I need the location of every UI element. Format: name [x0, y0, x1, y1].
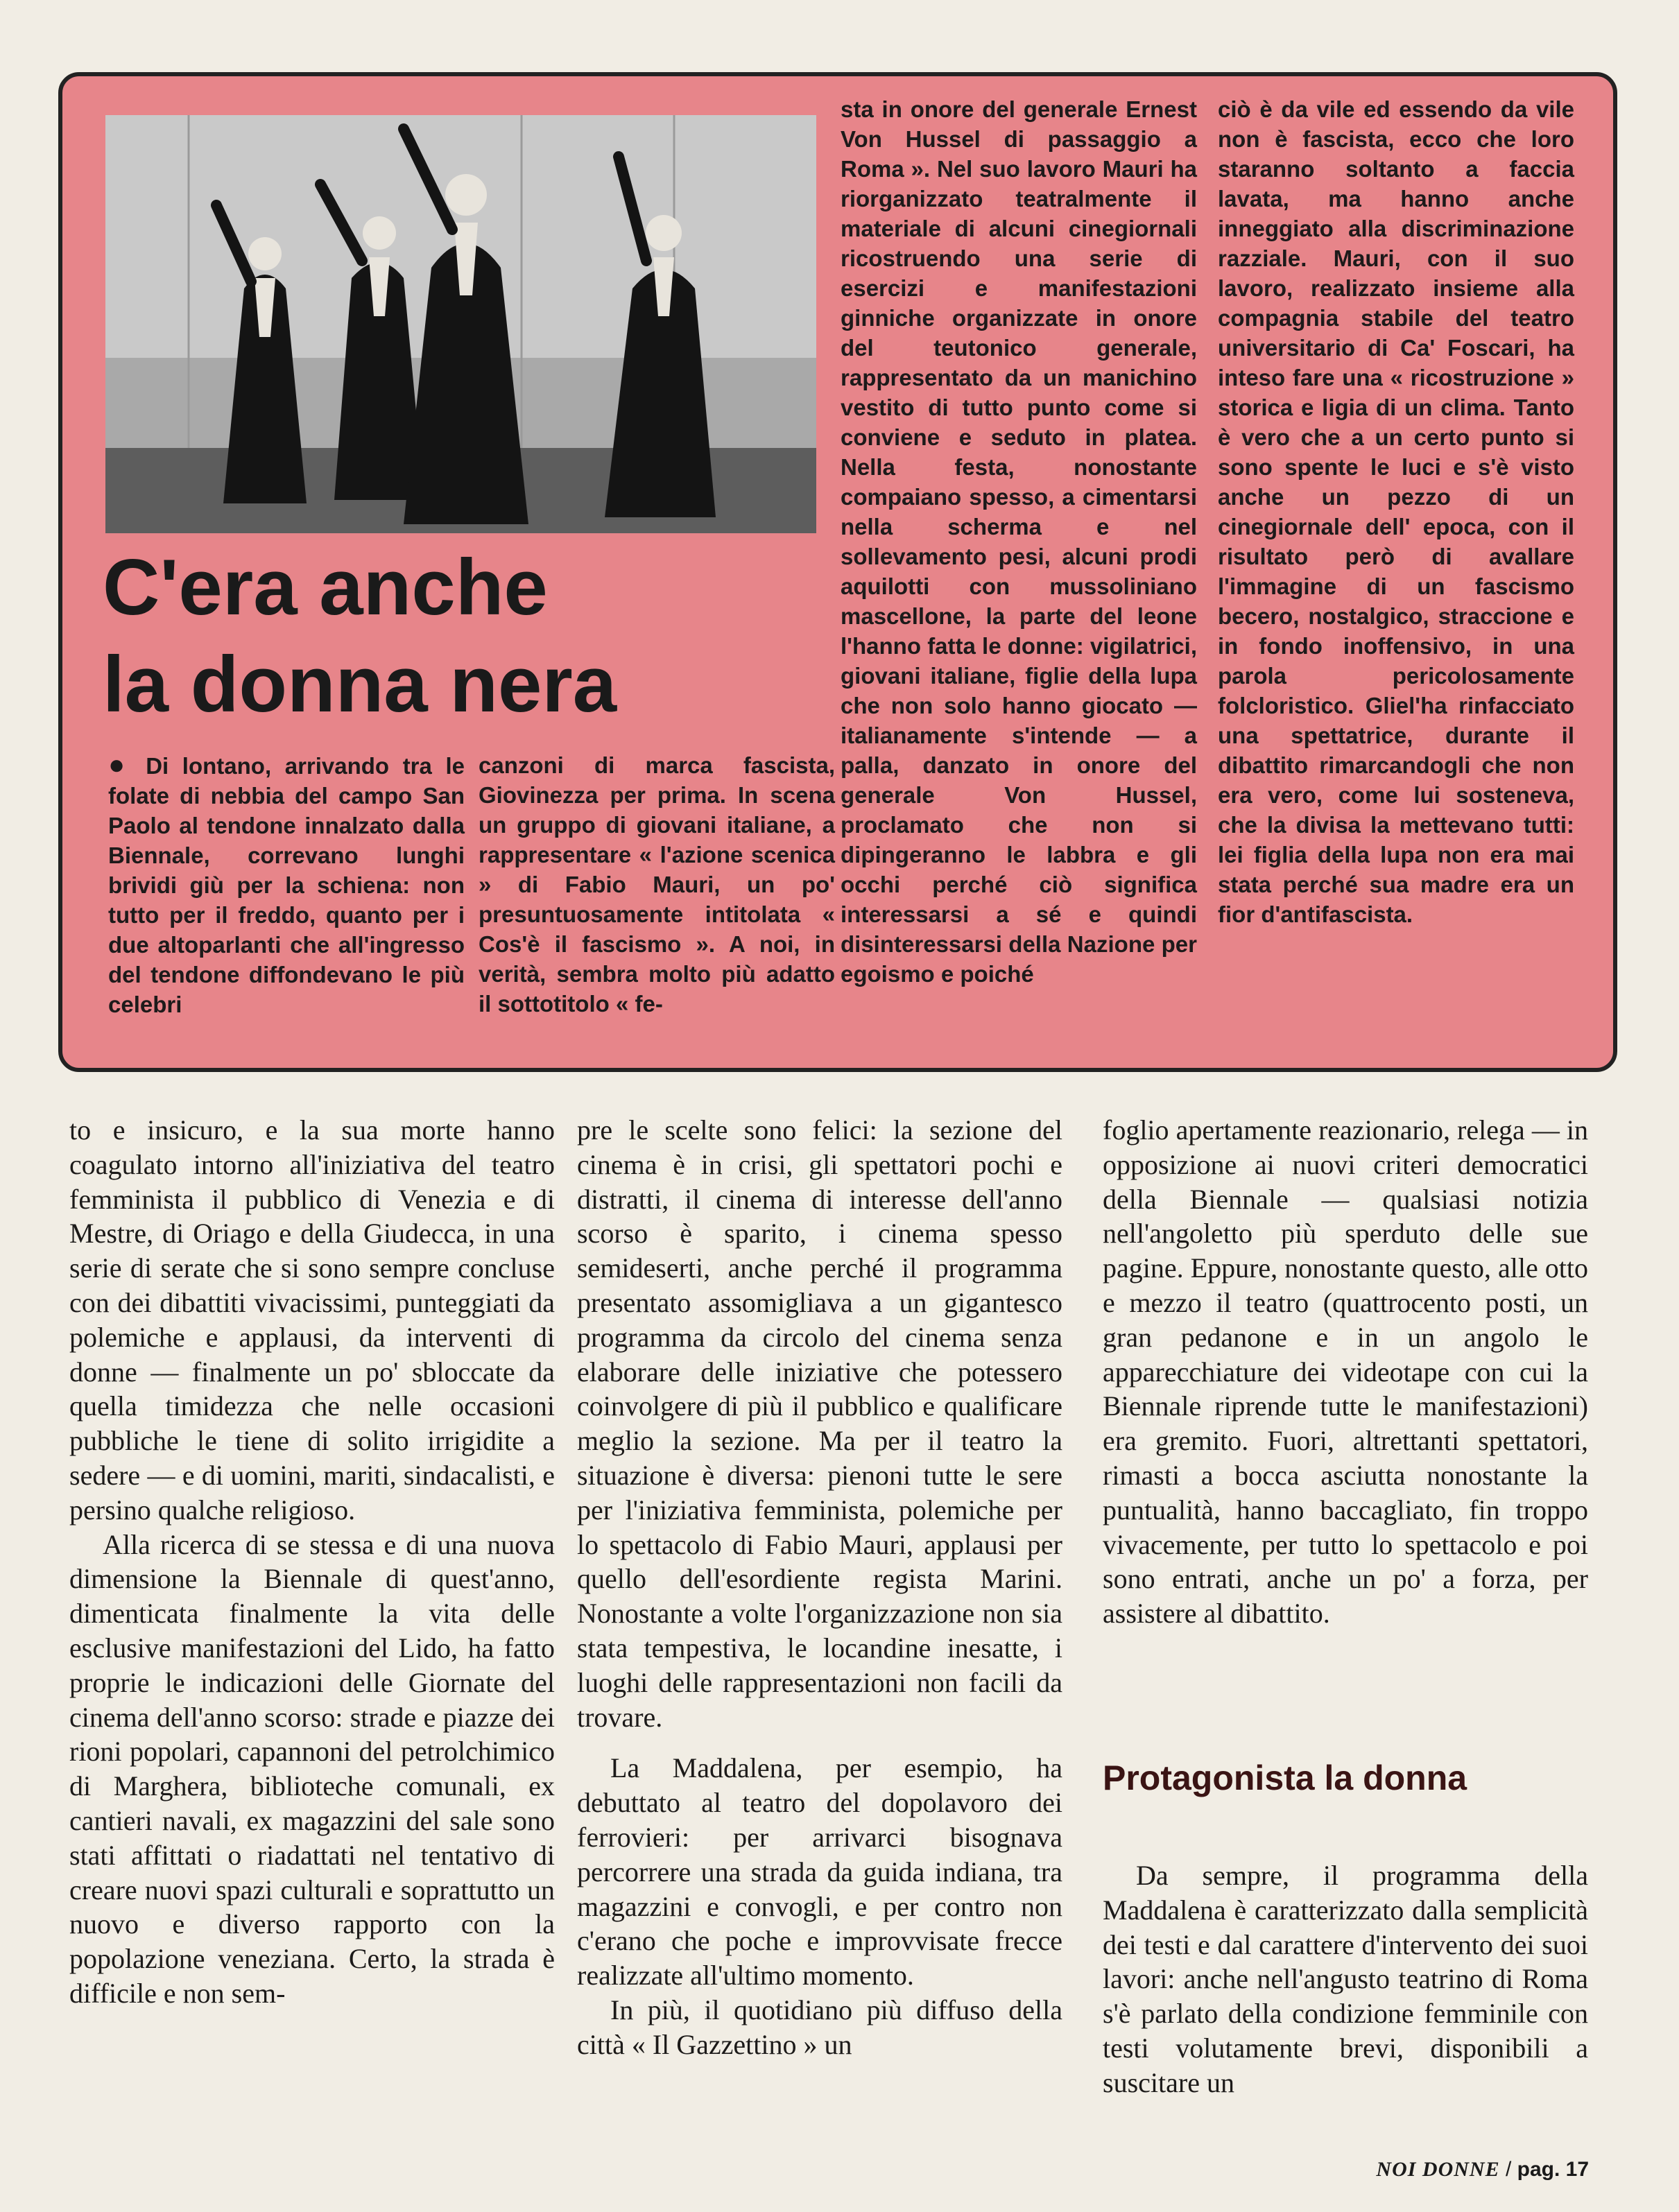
- section-subheading: Protagonista la donna: [1103, 1759, 1467, 1797]
- article-column-3-continued: [1103, 1858, 1588, 2100]
- boxed-column-2: canzoni di marca fascista, Giovinezza per prima. In scena un gruppo di giovani italiane, a rappresentare « l'azione scenica » di Fabio Mauri, un po' presuntuosamente intitolata « Cos'è il fascismo ». A noi, in verità, sembra molto più adatto il sottotitolo « fe-: [479, 752, 835, 1017]
- article-paragraph: La Maddalena, per esempio, ha debuttato al teatro del dopolavoro dei ferrovieri: per arrivarci bisognava percorrere una strada da guida indiana, tra magazzini e convogli, e per contro non c'erano che poche e improvvisate frecce realizzate all'ultimo momento.: [577, 1752, 1062, 1991]
- article-column-2: [577, 1113, 1062, 2062]
- article-paragraph: pre le scelte sono felici: la sezione del cinema è in crisi, gli spettatori pochi e distratti, il cinema di interesse dell'anno scorso è sparito, i cinema spesso semideserti, anche perché il programma presentato assomigliava a un gigantesco programma da circolo del cinema senza elaborare delle iniziative che potessero coinvolgere di più il pubblico e qualificare meglio la sezione. Ma per il teatro la situazione è diversa: pienoni tutte le sere per l'iniziativa femminista, polemiche per lo spettacolo di Fabio Mauri, applausi per quello dell'esordiente regista Marini. Nonostante a volte l'organizzazione non sia stata tempestiva, le locandine inesatte, i luoghi delle rappresentazioni non facili da trovare.: [577, 1114, 1062, 1733]
- article-column-1: [69, 1113, 555, 2011]
- photo-illustration: [105, 115, 816, 533]
- page-number: pag. 17: [1517, 2158, 1589, 2181]
- boxed-column-3: sta in onore del generale Ernest Von Hussel di passaggio a Roma ». Nel suo lavoro Mauri ha riorganizzato teatralmente il materiale di alcuni cinegiornali ricostruendo una serie di esercizi e manifestazioni ginniche organizzate in onore del teutonico generale, rappresentato da un manichino vestito di tutto punto come si conviene e seduto in platea. Nella festa, nonostante compaiano spesso, a cimentarsi nella scherma e nel sollevamento pesi, alcuni prodi aquilotti con mussoliniano mascellone, la parte del leone l'hanno fatta le donne: vigilatrici, giovani italiane, figlie della lupa che non solo hanno giocato — italianamente s'intende — a palla, danzato in onore del generale Von Hussel, proclamato che non si dipingeranno le labbra e gli occhi perché ciò significa interessarsi a sé e quindi disinteressarsi della Nazione per egoismo e poiché: [841, 96, 1197, 987]
- headline-line-1: C'era anche: [103, 544, 548, 632]
- boxed-column-1-text: Di lontano, arrivando tra le folate di nebbia del campo San Paolo al tendone innalzato dalla Biennale, correvano lunghi brividi giù per la schiena: non tutto per il freddo, quanto per i due altoparlanti che all'ingresso del tendone diffondevano le più celebri: [108, 753, 465, 1017]
- footer-separator: /: [1505, 2158, 1512, 2181]
- article-paragraph: Alla ricerca di se stessa e di una nuova dimensione la Biennale di quest'anno, dimenticata finalmente la vita delle esclusive manifestazioni del Lido, ha fatto proprie le indicazioni delle Giornate del cinema dell'anno scorso: strade e piazze dei rioni popolari, capannoni del petrolchimico di Marghera, biblioteche comunali, ex cantieri navali, ex magazzini del sale sono stati affittati o riadattati nel tentativo di creare nuovi spazi culturali e soprattutto un nuovo e diverso rapporto con la popolazione veneziana. Certo, la strada è difficile e non sem-: [69, 1528, 555, 2009]
- headline-line-2: la donna nera: [103, 641, 617, 729]
- headline: [103, 539, 817, 734]
- article-column-3: [1103, 1113, 1588, 1631]
- boxed-column-4: ciò è da vile ed essendo da vile non è fascista, ecco che loro staranno soltanto a faccia lavata, ma hanno anche inneggiato alla discriminazione razziale. Mauri, con il suo lavoro, realizzato insieme alla compagnia stabile del teatro universitario di Ca' Foscari, ha inteso fare una « ricostruzione » storica e ligia di un clima. Tanto è vero che a un certo punto si sono spente le luci e s'è visto anche un pezzo di un cinegiornale dell' epoca, con il risultato però di avallare l'immagine di un fascismo becero, nostalgico, straccione e in fondo inoffensivo, in una parola pericolosamente folcloristico. Gliel'ha rinfacciato una spettatrice, durante il dibattito rimarcandogli che non era vero, come lui sosteneva, che la divisa la mettevano tutti: lei figlia della lupa non era mai stata perché sua madre era un fior d'antifascista.: [1218, 96, 1574, 927]
- article-paragraph: to e insicuro, e la sua morte hanno coagulato intorno all'iniziativa del teatro femminista il pubblico di Venezia e di Mestre, di Oriago e della Giudecca, in una serie di serate che si sono sempre concluse con dei dibattiti vivacissimi, punteggiati da polemiche e applausi, da interventi di donne — finalmente un po' sbloccate da quella timidezza che nelle occasioni pubbliche le tiene di solito irrigidite a sedere — e di uomini, mariti, sindacalisti, e persino qualche religioso.: [69, 1114, 555, 1526]
- article-photo: [105, 115, 816, 533]
- boxed-column-1: [108, 750, 465, 1019]
- magazine-name: NOI DONNE: [1376, 2158, 1500, 2181]
- article-paragraph: In più, il quotidiano più diffuso della città « Il Gazzettino » un: [577, 1994, 1062, 2060]
- page-footer: [1376, 2158, 1589, 2181]
- article-paragraph: foglio apertamente reazionario, relega — in opposizione ai nuovi criteri democratici della Biennale — qualsiasi notizia nell'angoletto più sperduto delle sue pagine. Eppure, nonostante questo, alle otto e mezzo il teatro (quattrocento posti, un gran pedanone e in un angolo le apparecchiature dei videotape con cui la Biennale riprende tutte le manifestazioni) era gremito. Fuori, altrettanti spettatori, rimasti a bocca asciutta nonostante la puntualità, hanno baccagliato, fin troppo vivacemente, per tutto lo spettacolo e poi sono entrati, anche un po' a forza, per assistere al dibattito.: [1103, 1114, 1588, 1630]
- bullet-icon: ●: [108, 750, 132, 780]
- article-paragraph: Da sempre, il programma della Maddalena è caratterizzato dalla semplicità dei testi e dal carattere d'intervento dei suoi lavori: anche nell'angusto teatrino di Roma s'è parlato della condizione femminile con testi volutamente brevi, disponibili a suscitare un: [1103, 1860, 1588, 2098]
